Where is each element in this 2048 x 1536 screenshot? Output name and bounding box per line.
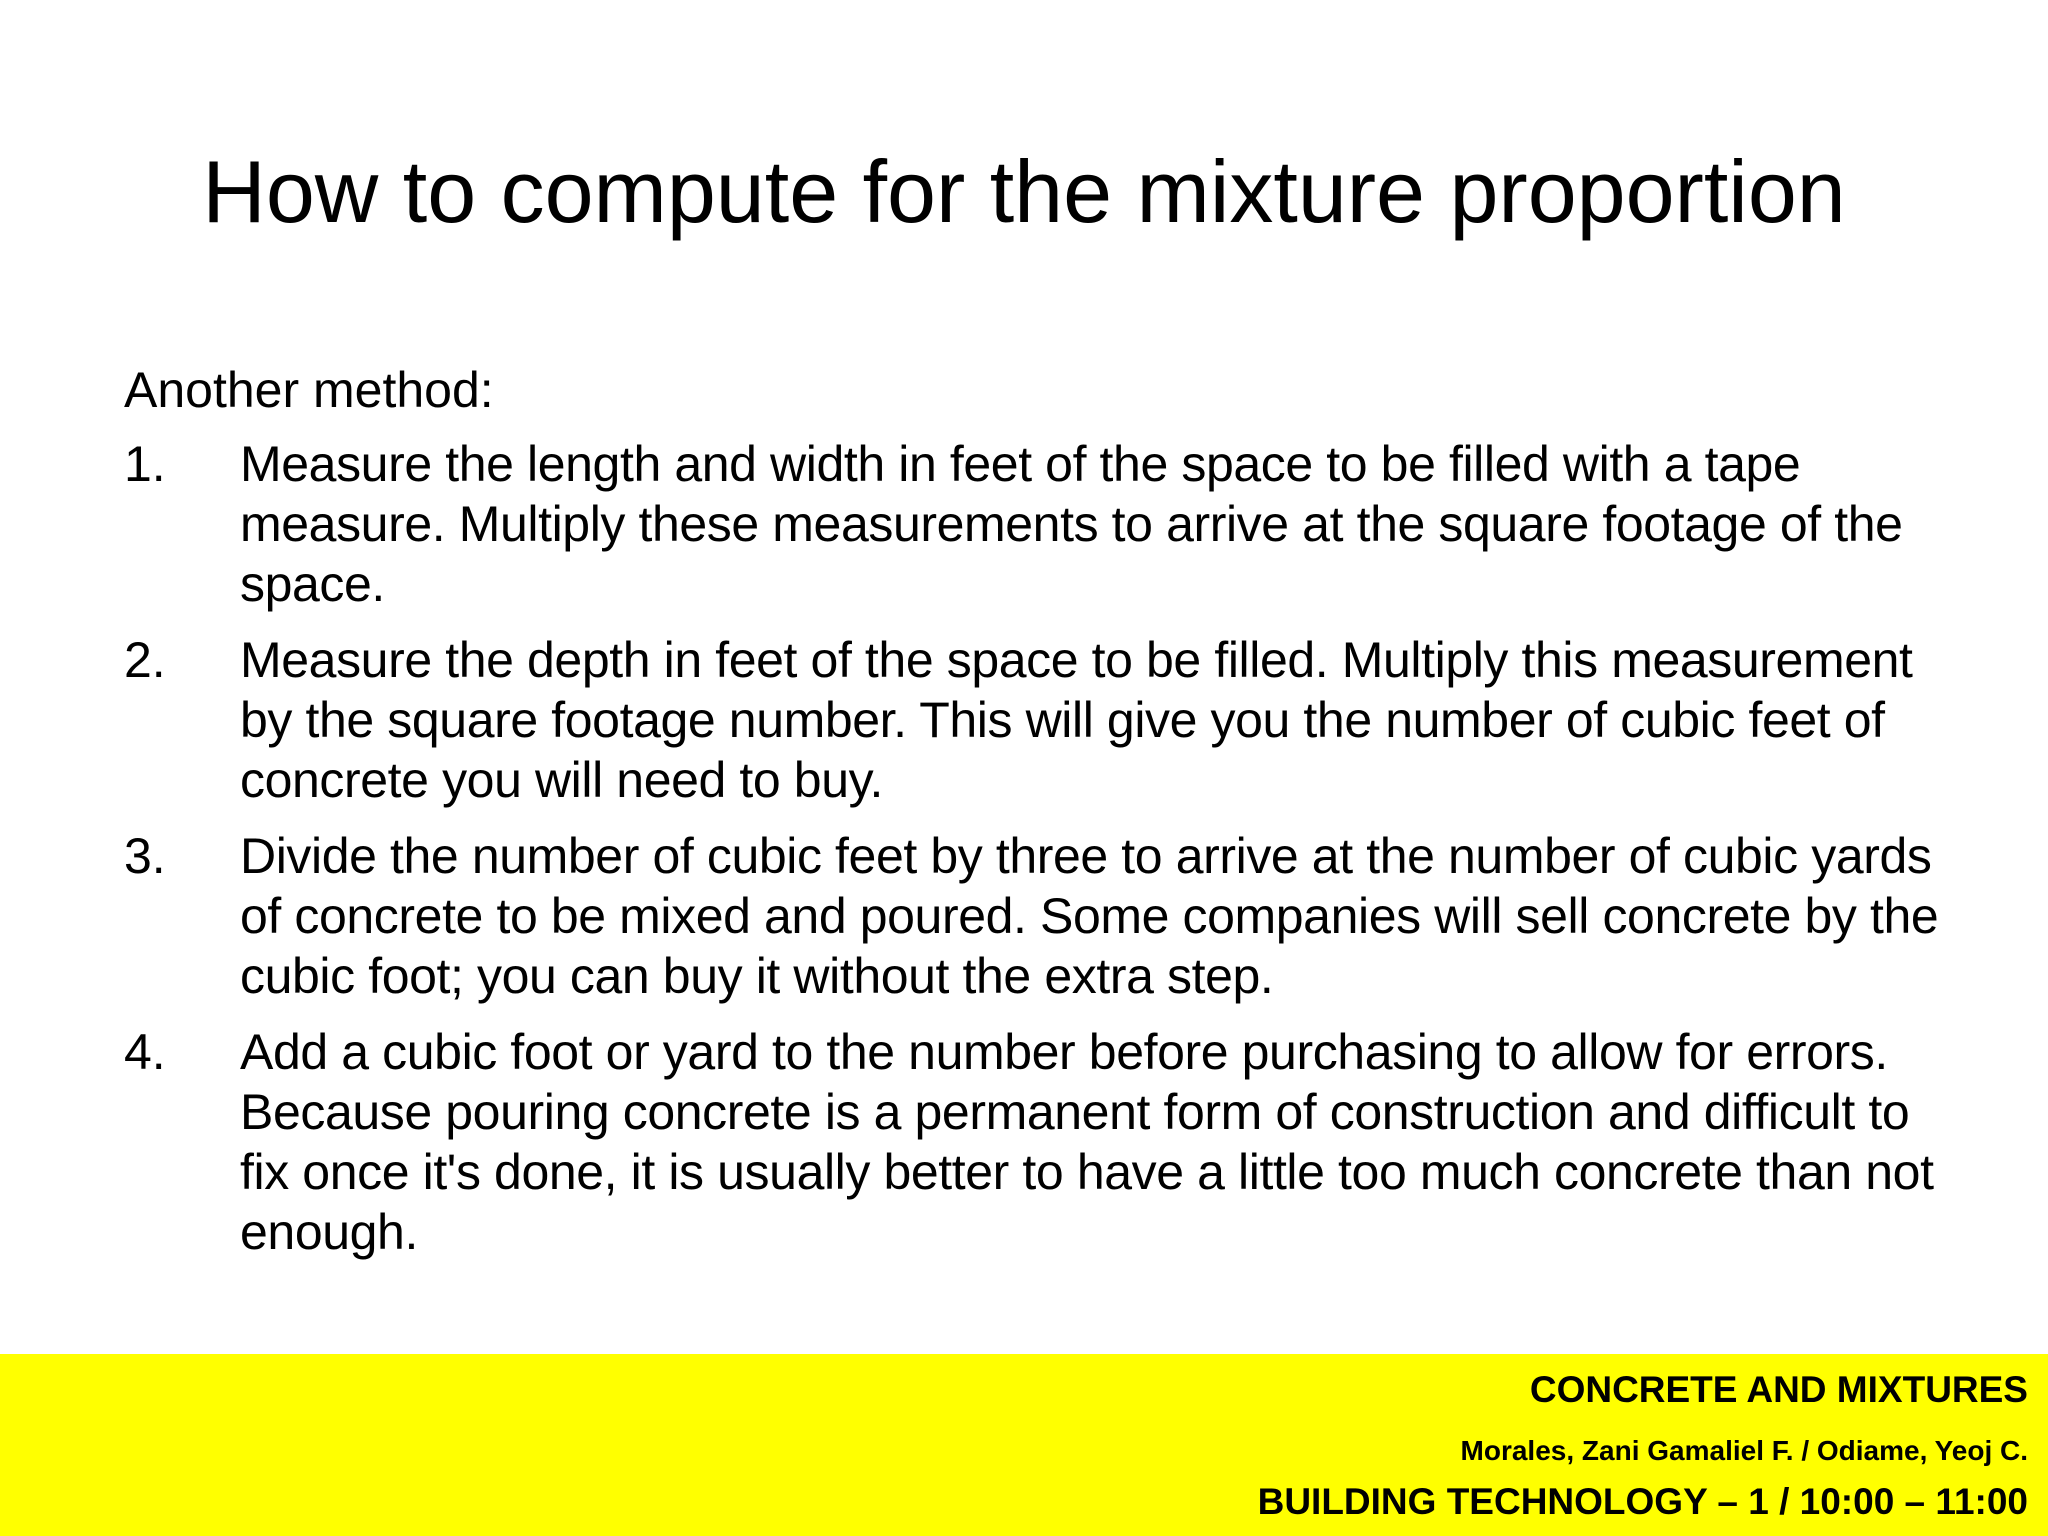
step-text: Add a cubic foot or yard to the number before purchasing to allow for errors. Because pouring concrete is a permanent form of construction and difficult to fix once it's done, it is usually better to have a little too much concrete than not enough. [240, 1024, 1934, 1260]
slide-body [124, 360, 1954, 1278]
list-item [124, 434, 1954, 614]
step-text: Divide the number of cubic feet by three to arrive at the number of cubic yards of concrete to be mixed and poured. Some companies will sell concrete by the cubic foot; you can buy it without the extra step. [240, 828, 1939, 1004]
intro-text: Another method: [124, 362, 494, 418]
footer-course-title: CONCRETE AND MIXTURES [1529, 1369, 2028, 1410]
step-number: 2. [124, 632, 166, 688]
step-text: Measure the length and width in feet of the space to be filled with a tape measure. Multiply these measurements to arrive at the square footage of the space. [240, 436, 1903, 612]
footer-schedule: BUILDING TECHNOLOGY – 1 / 10:00 – 11:00 [1257, 1481, 2028, 1522]
list-item [124, 826, 1954, 1006]
step-number: 1. [124, 436, 166, 492]
footer-authors: Morales, Zani Gamaliel F. / Odiame, Yeoj C. [1460, 1435, 2028, 1466]
list-item [124, 1022, 1954, 1262]
footer-banner [0, 1354, 2048, 1536]
step-text: Measure the depth in feet of the space to be filled. Multiply this measurement by the square footage number. This will give you the number of cubic feet of concrete you will need to buy. [240, 632, 1913, 808]
list-item [124, 630, 1954, 810]
slide-title: How to compute for the mixture proportion [202, 142, 1846, 241]
step-number: 4. [124, 1024, 166, 1080]
steps-list [124, 434, 1954, 1262]
step-number: 3. [124, 828, 166, 884]
